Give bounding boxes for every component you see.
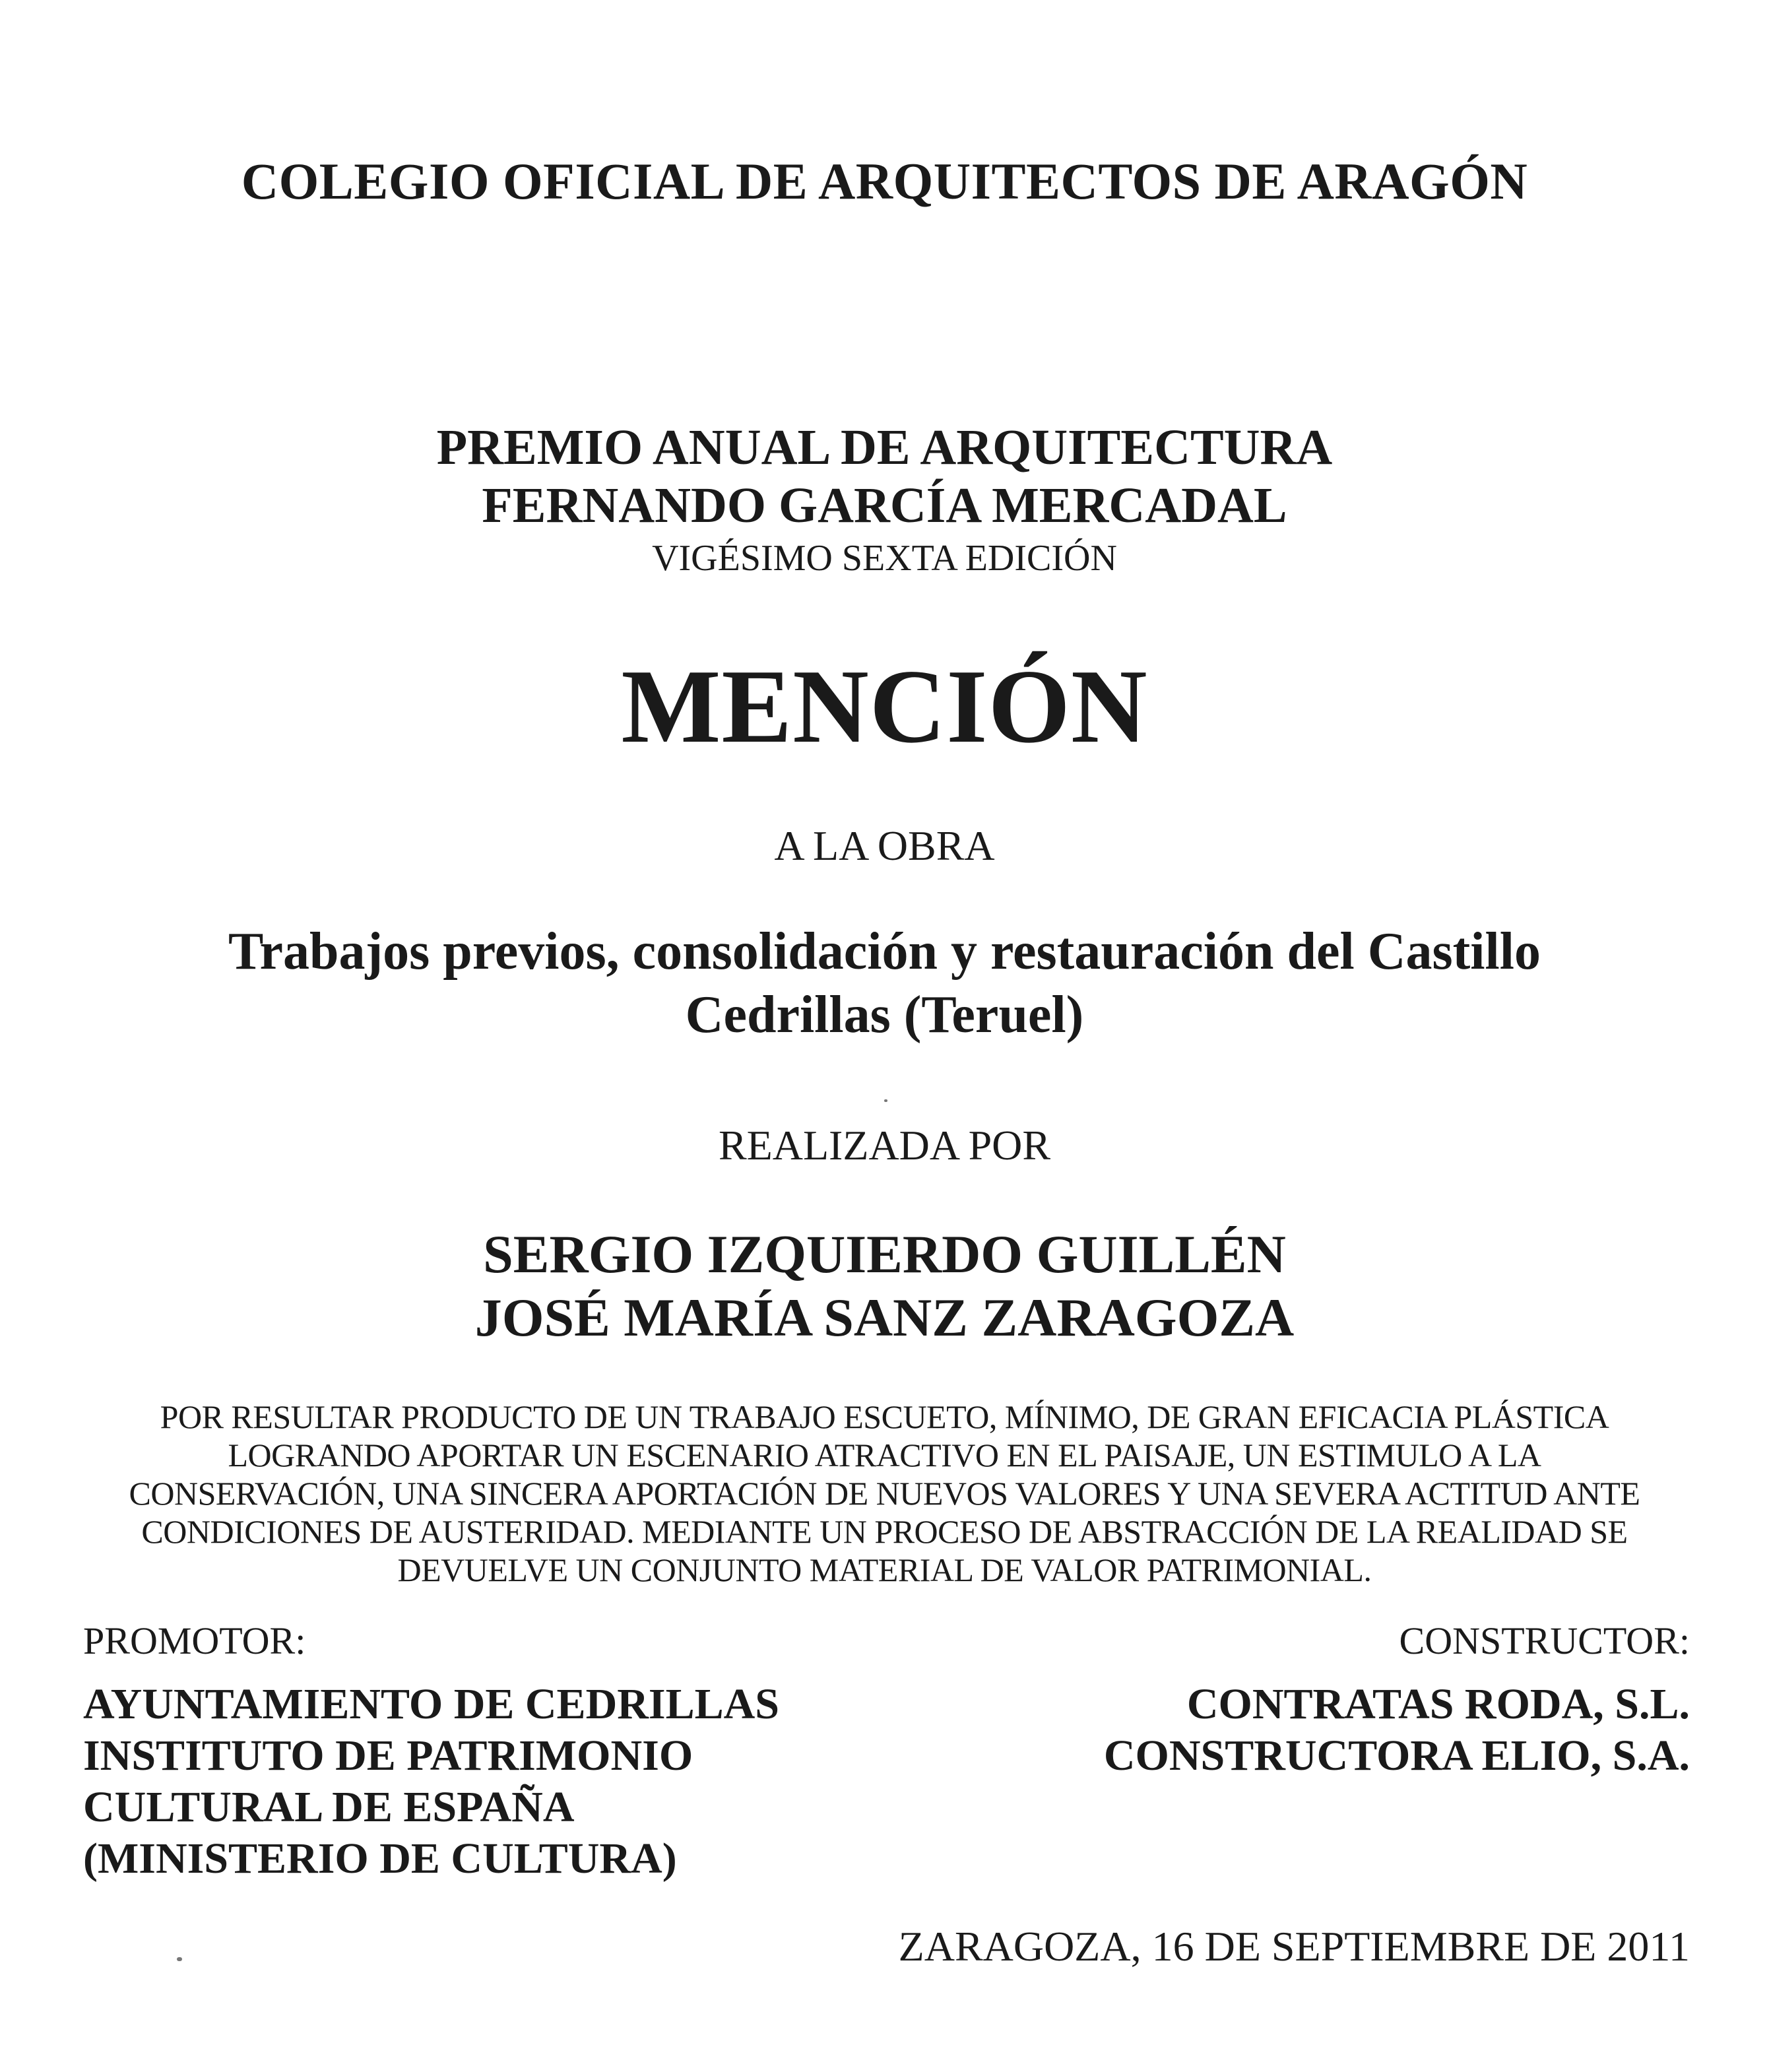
place-date: ZARAGOZA, 16 DE SEPTIEMBRE DE 2011 bbox=[898, 1923, 1690, 1970]
institution-name: COLEGIO OFICIAL DE ARQUITECTOS DE ARAGÓN bbox=[241, 152, 1528, 210]
promoter-heading: PROMOTOR: bbox=[83, 1619, 306, 1662]
award-title-line1: PREMIO ANUAL DE ARQUITECTURA bbox=[436, 420, 1333, 475]
promoter-block bbox=[83, 1619, 875, 1885]
author-name: JOSÉ MARÍA SANZ ZARAGOZA bbox=[474, 1287, 1295, 1347]
statement-line: DEVUELVE UN CONJUNTO MATERIAL DE VALOR PATRIMONIAL. bbox=[397, 1551, 1372, 1588]
work-intro: A LA OBRA bbox=[774, 822, 995, 869]
scan-speck bbox=[177, 1957, 182, 1961]
promoter-item: AYUNTAMIENTO DE CEDRILLAS bbox=[83, 1680, 780, 1728]
scan-speck bbox=[884, 1099, 887, 1102]
award-title-line2: FERNANDO GARCÍA MERCADAL bbox=[482, 478, 1287, 533]
statement-line: CONDICIONES DE AUSTERIDAD. MEDIANTE UN PROCESO DE ABSTRACCIÓN DE LA REALIDAD SE bbox=[141, 1513, 1628, 1550]
statement-line: LOGRANDO APORTAR UN ESCENARIO ATRACTIVO EN EL PAISAJE, UN ESTIMULO A LA bbox=[228, 1437, 1541, 1473]
constructor-block bbox=[898, 1619, 1690, 1782]
constructor-item: CONSTRUCTORA ELIO, S.A. bbox=[1103, 1732, 1690, 1780]
constructor-heading: CONSTRUCTOR: bbox=[1399, 1619, 1690, 1662]
award-statement bbox=[79, 1398, 1690, 1589]
statement-line: CONSERVACIÓN, UNA SINCERA APORTACIÓN DE NUEVOS VALORES Y UNA SEVERA ACTITUD ANTE bbox=[129, 1475, 1640, 1512]
award-edition: VIGÉSIMO SEXTA EDICIÓN bbox=[652, 538, 1117, 579]
work-title-line1: Trabajos previos, consolidación y restauración del Castillo bbox=[228, 923, 1541, 981]
promoter-item: INSTITUTO DE PATRIMONIO bbox=[83, 1732, 693, 1780]
statement-line: POR RESULTAR PRODUCTO DE UN TRABAJO ESCUETO, MÍNIMO, DE GRAN EFICACIA PLÁSTICA bbox=[160, 1398, 1609, 1435]
promoter-item: CULTURAL DE ESPAÑA bbox=[83, 1783, 575, 1831]
distinction-title: MENCIÓN bbox=[621, 647, 1148, 765]
promoter-item: (MINISTERIO DE CULTURA) bbox=[83, 1834, 677, 1883]
constructor-item: CONTRATAS RODA, S.L. bbox=[1186, 1680, 1690, 1728]
authors-intro: REALIZADA POR bbox=[718, 1122, 1051, 1169]
work-title-line2: Cedrillas (Teruel) bbox=[685, 986, 1084, 1044]
author-name: SERGIO IZQUIERDO GUILLÉN bbox=[483, 1224, 1286, 1284]
